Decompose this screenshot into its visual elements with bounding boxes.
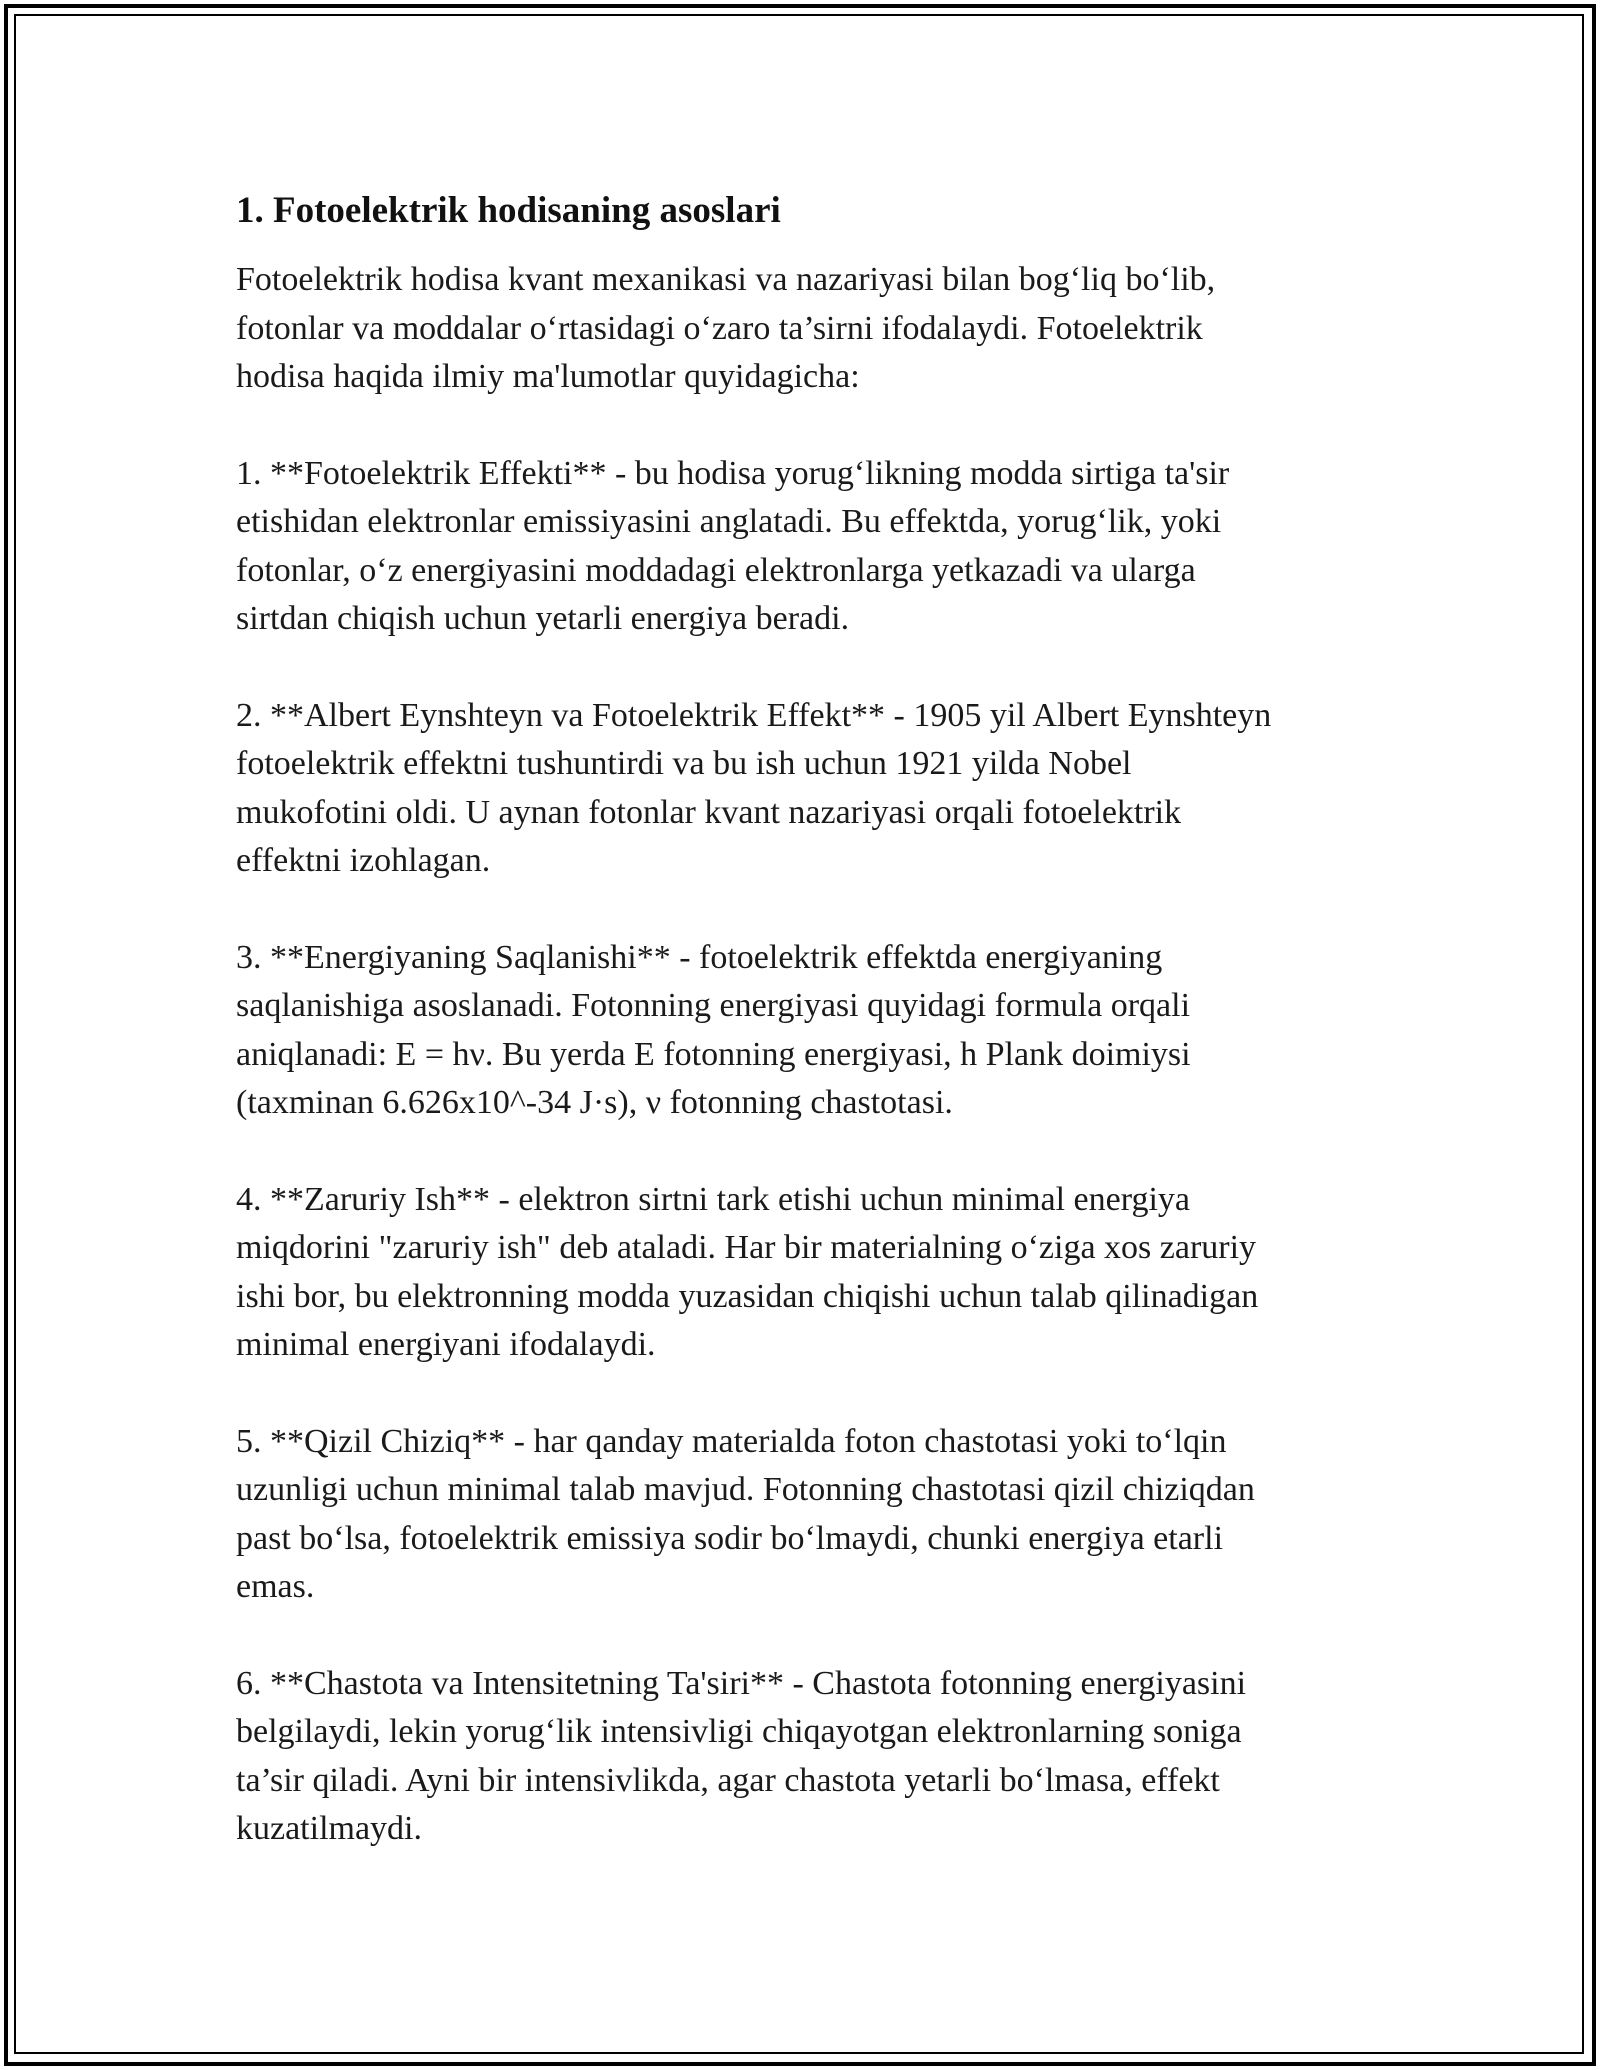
list-item-1: 1. **Fotoelektrik Effekti** - bu hodisa yorug‘likning modda sirtiga ta'sir etishidan elektronlar emissiyasini anglatadi. Bu effektda, yorug‘lik, yoki fotonlar, o‘z energiyasini moddadagi elektronlarga yetkazadi va ularga sirtdan chiqish uchun yetarli energiya beradi. (236, 454, 1230, 637)
list-item-2: 2. **Albert Eynshteyn va Fotoelektrik Effekt** - 1905 yil Albert Eynshteyn fotoelektrik effektni tushuntirdi va bu ish uchun 1921 yilda Nobel mukofotini oldi. U aynan fotonlar kvant nazariyasi orqali fotoelektrik effektni izohlagan. (236, 696, 1272, 879)
list-item-4: 4. **Zaruriy Ish** - elektron sirtni tark etishi uchun minimal energiya miqdorini "zaruriy ish" deb ataladi. Har bir materialning o‘ziga xos zaruriy ishi bor, bu elektronning modda yuzasidan chiqishi uchun talab qilinadigan minimal energiyani ifodalaydi. (236, 1180, 1259, 1363)
list-item-6: 6. **Chastota va Intensitetning Ta'siri** - Chastota fotonning energiyasini belgilaydi, lekin yorug‘lik intensivligi chiqayotgan elektronlarning soniga ta’sir qiladi. Ayni bir intensivlikda, agar chastota yetarli bo‘lmasa, effekt kuzatilmaydi. (236, 1664, 1247, 1847)
document-body (236, 186, 1366, 1854)
intro-paragraph: Fotoelektrik hodisa kvant mexanikasi va nazariyasi bilan bog‘liq bo‘lib, fotonlar va moddalar o‘rtasidagi o‘zaro ta’sirni ifodalaydi. Fotoelektrik hodisa haqida ilmiy ma'lumotlar quyidagicha: (236, 261, 1216, 395)
list-item-5: 5. **Qizil Chiziq** - har qanday materialda foton chastotasi yoki to‘lqin uzunligi uchun minimal talab mavjud. Fotonning chastotasi qizil chiziqdan past bo‘lsa, fotoelektrik emissiya sodir bo‘lmaydi, chunki energiya etarli emas. (236, 1422, 1255, 1605)
section-heading: 1. Fotoelektrik hodisaning asoslari (236, 190, 781, 231)
list-item-3: 3. **Energiyaning Saqlanishi** - fotoelektrik effektda energiyaning saqlanishiga asoslanadi. Fotonning energiyasi quyidagi formula orqali aniqlanadi: E = hν. Bu yerda E fotonning energiyasi, h Plank doimiysi (taxminan 6.626x10^-34 J·s), ν fotonning chastotasi. (236, 938, 1191, 1121)
